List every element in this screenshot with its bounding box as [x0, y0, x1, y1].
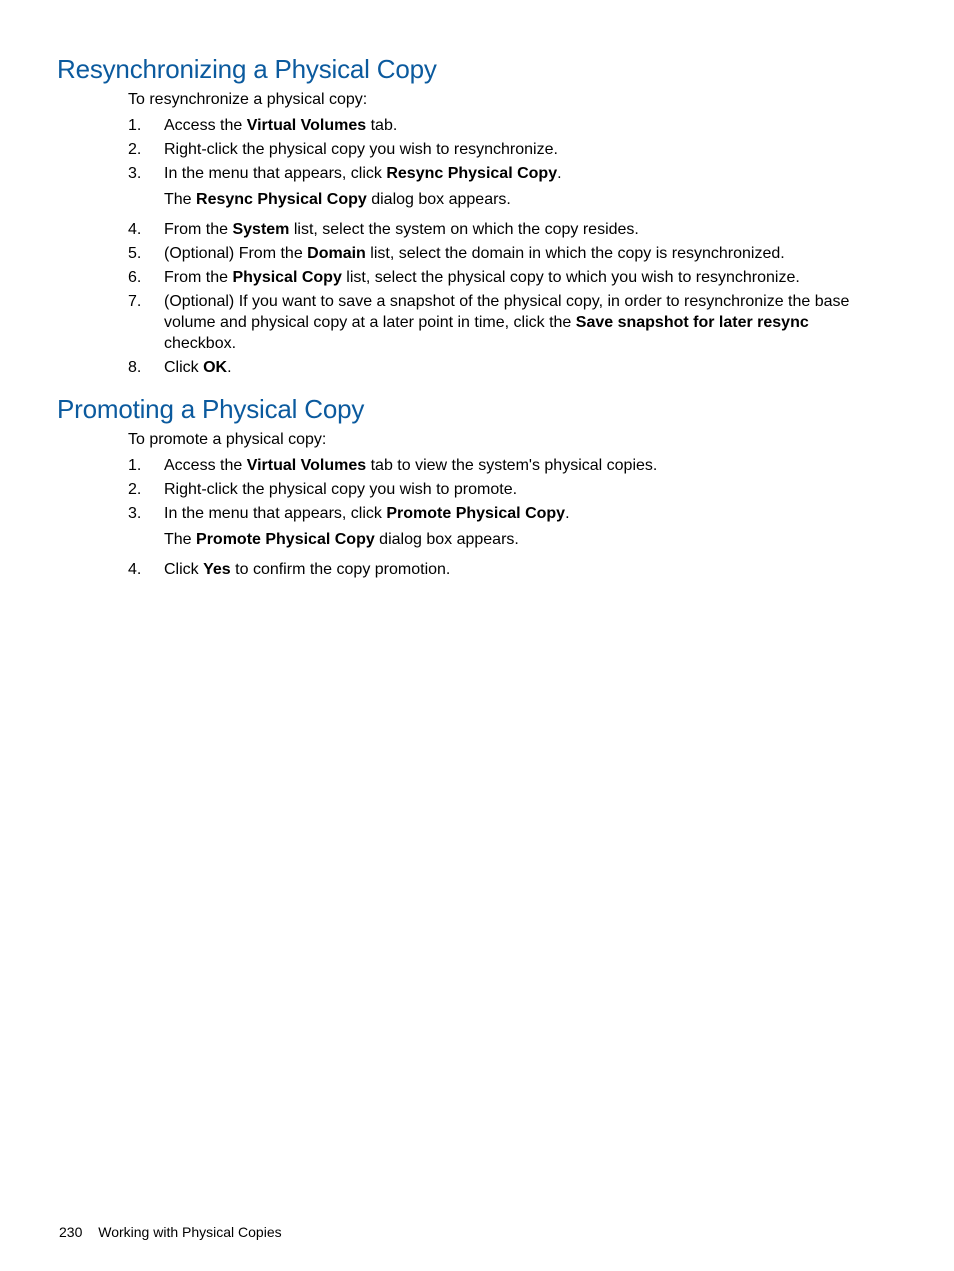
ui-term: Domain	[307, 245, 366, 262]
step-text: Click	[164, 359, 204, 376]
section-title-resync: Resynchronizing a Physical Copy	[57, 54, 437, 84]
step-text: From the	[164, 221, 233, 238]
list-item	[128, 559, 878, 580]
step-text: to confirm the copy promotion.	[230, 561, 451, 578]
ui-term: OK	[203, 359, 228, 376]
list-item	[128, 479, 878, 500]
section-intro: To resynchronize a physical copy:	[128, 91, 368, 108]
step-text: tab.	[366, 117, 398, 134]
step-text: In the menu that appears, click	[164, 165, 387, 182]
step-text: .	[565, 505, 570, 522]
step-note	[164, 530, 519, 550]
step-number: 3.	[128, 165, 142, 182]
note-text: The	[164, 531, 197, 548]
page-footer	[59, 1223, 282, 1241]
step-text: .	[557, 165, 562, 182]
step-number: 8.	[128, 359, 142, 376]
ui-term: Resync Physical Copy	[386, 165, 558, 182]
step-number: 6.	[128, 269, 142, 286]
list-item	[128, 115, 878, 136]
list-item	[128, 219, 878, 240]
ui-term: System	[232, 221, 290, 238]
list-item	[128, 455, 878, 476]
list-item	[128, 163, 878, 184]
step-text: list, select the domain in which the copy is resynchronized.	[365, 245, 785, 262]
step-text: list, select the physical copy to which you wish to resynchronize.	[341, 269, 800, 286]
step-text: (Optional) If you want to save a snapshot of the physical copy, in order to resynchronize the base volume and physical copy at a later point in time, click the	[164, 293, 850, 331]
ui-term: Promote Physical Copy	[196, 531, 375, 548]
step-note	[164, 190, 511, 210]
list-item	[128, 267, 878, 288]
ui-term: Yes	[203, 561, 231, 578]
list-item	[128, 357, 878, 378]
step-number: 3.	[128, 505, 142, 522]
page-number: 230	[59, 1224, 83, 1240]
step-number: 7.	[128, 293, 142, 310]
list-item	[128, 243, 878, 264]
section-intro: To promote a physical copy:	[128, 431, 327, 448]
chapter-title: Working with Physical Copies	[98, 1224, 282, 1240]
step-text: checkbox.	[164, 335, 237, 352]
section-title-promote: Promoting a Physical Copy	[57, 394, 365, 424]
step-text: In the menu that appears, click	[164, 505, 387, 522]
note-text: The	[164, 191, 197, 208]
list-item	[128, 139, 878, 160]
step-number: 2.	[128, 481, 142, 498]
ui-term: Virtual Volumes	[246, 457, 367, 474]
step-text: Right-click the physical copy you wish to resynchronize.	[164, 141, 558, 158]
step-text: Access the	[164, 117, 247, 134]
step-number: 4.	[128, 221, 142, 238]
step-text: tab to view the system's physical copies.	[366, 457, 658, 474]
ui-term: Physical Copy	[232, 269, 342, 286]
ui-term: Promote Physical Copy	[386, 505, 566, 522]
ui-term: Resync Physical Copy	[196, 191, 367, 208]
note-text: dialog box appears.	[374, 531, 519, 548]
step-text: .	[227, 359, 232, 376]
step-number: 1.	[128, 457, 142, 474]
step-text: Right-click the physical copy you wish to promote.	[164, 481, 518, 498]
step-text: Access the	[164, 457, 247, 474]
step-number: 5.	[128, 245, 142, 262]
step-text: Click	[164, 561, 204, 578]
step-number: 1.	[128, 117, 142, 134]
step-text: From the	[164, 269, 233, 286]
step-number: 2.	[128, 141, 142, 158]
ui-term: Virtual Volumes	[246, 117, 367, 134]
note-text: dialog box appears.	[366, 191, 511, 208]
ui-term: Save snapshot for later resync	[575, 314, 809, 331]
list-item	[128, 503, 878, 524]
step-text: (Optional) From the	[164, 245, 308, 262]
step-number: 4.	[128, 561, 142, 578]
list-item	[128, 291, 878, 354]
step-text: list, select the system on which the copy resides.	[289, 221, 639, 238]
